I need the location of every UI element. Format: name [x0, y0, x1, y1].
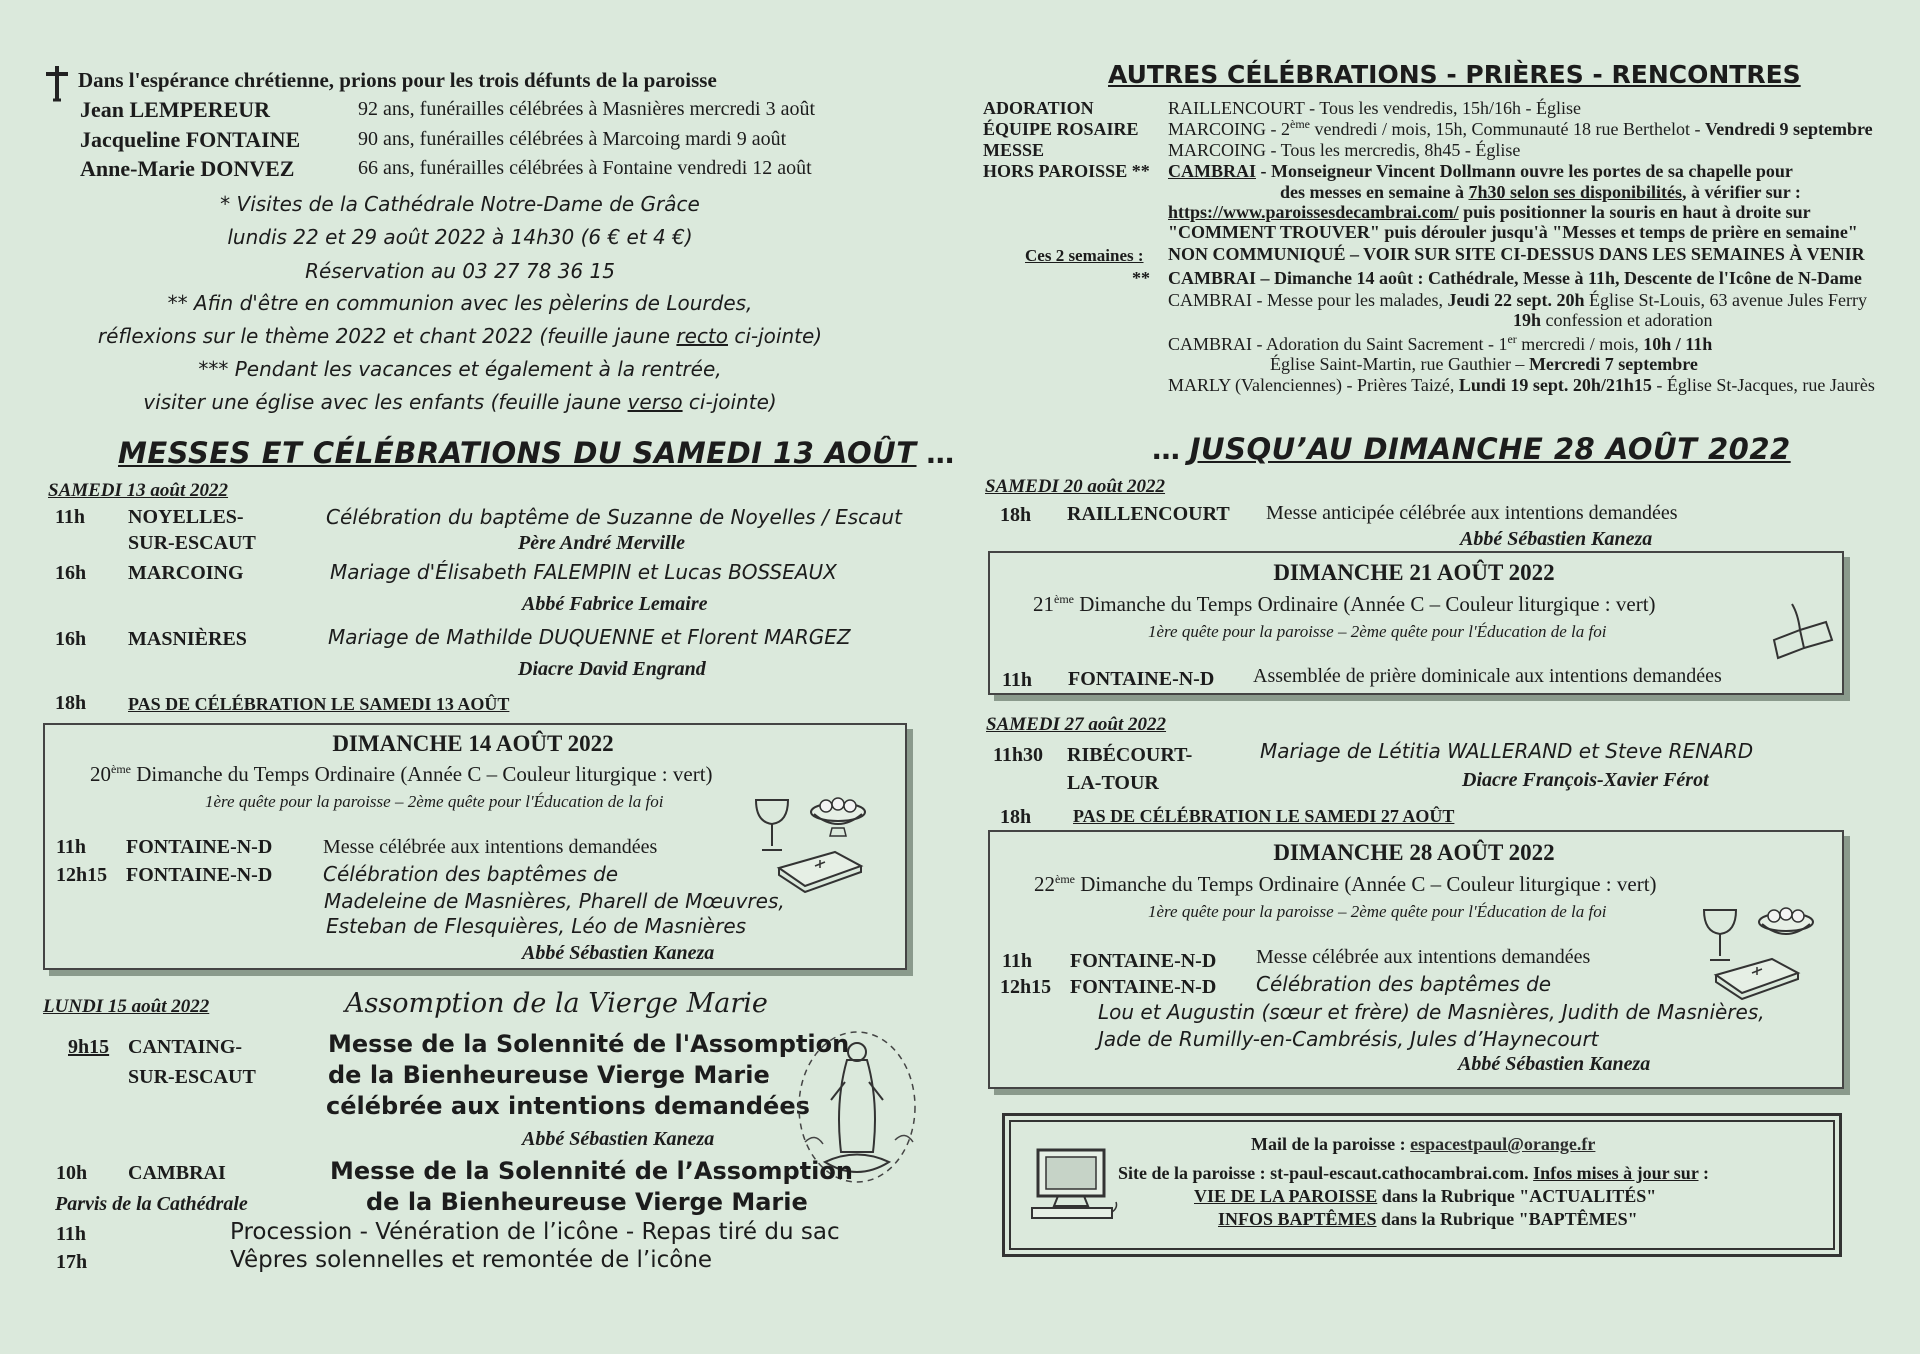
- mail-link[interactable]: espacestpaul@orange.fr: [1410, 1134, 1596, 1154]
- sat13-header: SAMEDI 13 août 2022: [48, 480, 229, 501]
- mon15-line-3: célébrée aux intentions demandées: [326, 1092, 810, 1120]
- sat27-place: RIBÉCOURT-: [1067, 744, 1193, 766]
- sunday14-bapt-2: Esteban de Flesquières, Léo de Masnières: [326, 914, 747, 938]
- bapt-link[interactable]: INFOS BAPTÊMES: [1218, 1209, 1377, 1229]
- autres-label-3: MESSE: [983, 140, 1045, 160]
- sat13-place-3: MASNIÈRES: [128, 628, 247, 650]
- sunday14-title: DIMANCHE 14 AOÛT 2022: [332, 731, 614, 756]
- mon15-desc-3: Procession - Vénération de l’icône - Repas tiré du sac: [230, 1219, 840, 1245]
- sat20-desc: Messe anticipée célébrée aux intentions demandées: [1266, 502, 1678, 524]
- sat13-celebrant-2: Abbé Fabrice Lemaire: [522, 593, 708, 615]
- hors-line-3[interactable]: https://www.paroissesdecambrai.com/ puis positionner la souris en haut à droite sur: [1168, 202, 1811, 222]
- sat13-desc-2: Mariage d'Élisabeth FALEMPIN et Lucas BOSSEAUX: [330, 560, 837, 584]
- sunday21-quete: 1ère quête pour la paroisse – 2ème quête pour l'Éducation de la foi: [1148, 622, 1607, 641]
- sat27-time: 11h30: [993, 744, 1044, 766]
- sat13-celebrant-1: Père André Merville: [518, 532, 686, 554]
- mon15-time-1: 9h15: [68, 1036, 110, 1058]
- sat13-time-2: 16h: [55, 562, 87, 584]
- hors-line-2: des messes en semaine à 7h30 selon ses disponibilités, à vérifier sur :: [1280, 182, 1801, 202]
- section-title-left: MESSES ET CÉLÉBRATIONS DU SAMEDI 13 AOÛT …: [118, 436, 955, 470]
- paroisses-link[interactable]: https://www.paroissesdecambrai.com/: [1168, 202, 1459, 222]
- book-icon-2: [1712, 955, 1802, 1000]
- deceased-name-2: Jacqueline FONTAINE: [80, 127, 301, 152]
- mon15-header: LUNDI 15 août 2022: [43, 996, 210, 1017]
- autres-label-4: HORS PAROISSE **: [983, 161, 1150, 181]
- sat27-time-2: 18h: [1000, 806, 1032, 828]
- hors-line-4: "COMMENT TROUVER" puis dérouler jusqu'à "Messes et temps de prière en semaine": [1168, 222, 1858, 242]
- autres-label-2: ÉQUIPE ROSAIRE: [983, 119, 1139, 139]
- sunday28-bapt-1: Lou et Augustin (sœur et frère) de Masnières, Judith de Masnières,: [1098, 1000, 1765, 1024]
- mon15-place-1b: SUR-ESCAUT: [128, 1066, 256, 1088]
- sunday14-time-2: 12h15: [56, 864, 108, 886]
- sat13-place-1: NOYELLES-: [128, 506, 244, 528]
- deceased-name-1: Jean LEMPEREUR: [80, 97, 271, 122]
- deceased-detail-1: 92 ans, funérailles célébrées à Masnières mercredi 3 août: [358, 98, 816, 120]
- sunday28-place-1: FONTAINE-N-D: [1070, 950, 1217, 972]
- sat13-celebrant-3: Diacre David Engrand: [518, 658, 706, 680]
- sat20-header: SAMEDI 20 août 2022: [985, 476, 1166, 497]
- sunday28-celebrant: Abbé Sébastien Kaneza: [1458, 1053, 1651, 1075]
- mon15-time-4: 17h: [56, 1251, 88, 1273]
- sunday14-quete: 1ère quête pour la paroisse – 2ème quête pour l'Éducation de la foi: [205, 792, 664, 811]
- mon15-feast: Assomption de la Vierge Marie: [345, 988, 768, 1019]
- mon15-place-2: CAMBRAI: [128, 1162, 226, 1184]
- sunday28-place-2: FONTAINE-N-D: [1070, 976, 1217, 998]
- sat27-place-b: LA-TOUR: [1067, 772, 1159, 794]
- mon15-line-1: Messe de la Solennité de l'Assomption: [328, 1030, 850, 1058]
- sunday21-subtitle: 21ème Dimanche du Temps Ordinaire (Année C – Couleur liturgique : vert): [1033, 592, 1656, 616]
- sat13-no-celebration: PAS DE CÉLÉBRATION LE SAMEDI 13 AOÛT: [128, 694, 510, 714]
- cambrai-1: CAMBRAI – Dimanche 14 août : Cathédrale, Messe à 11h, Descente de l'Icône de N-Dame: [1168, 268, 1862, 288]
- note-reservation: Réservation au 03 27 78 36 15: [305, 259, 615, 283]
- cambrai-3: CAMBRAI - Adoration du Saint Sacrement - 1er mercredi / mois, 10h / 11h: [1168, 332, 1713, 354]
- contact-mail: Mail de la paroisse : espacestpaul@orange.fr: [1251, 1134, 1596, 1154]
- autres-text-1: RAILLENCOURT - Tous les vendredis, 15h/16h - Église: [1168, 98, 1581, 118]
- computer-icon: [1030, 1146, 1120, 1226]
- mon15-celebrant: Abbé Sébastien Kaneza: [522, 1128, 715, 1150]
- star-label: **: [1132, 268, 1150, 288]
- sat13-place-2: MARCOING: [128, 562, 244, 584]
- sat13-desc-3: Mariage de Mathilde DUQUENNE et Florent MARGEZ: [328, 625, 851, 649]
- sunday28-title: DIMANCHE 28 AOÛT 2022: [1273, 840, 1555, 865]
- sat27-header: SAMEDI 27 août 2022: [986, 714, 1167, 735]
- ces-text: NON COMMUNIQUÉ – VOIR SUR SITE CI-DESSUS DANS LES SEMAINES À VENIR: [1168, 244, 1865, 264]
- sat27-no-celebration: PAS DE CÉLÉBRATION LE SAMEDI 27 AOÛT: [1073, 806, 1455, 826]
- sat13-desc-1: Célébration du baptême de Suzanne de Noyelles / Escaut: [326, 505, 902, 529]
- sat13-place-1b: SUR-ESCAUT: [128, 532, 256, 554]
- sunday14-time-1: 11h: [56, 836, 87, 858]
- sat27-desc: Mariage de Létitia WALLERAND et Steve RENARD: [1260, 739, 1754, 763]
- sat13-time-4: 18h: [55, 692, 87, 714]
- deceased-intro: Dans l'espérance chrétienne, prions pour les trois défunts de la paroisse: [78, 68, 717, 92]
- mon15-line-5: de la Bienheureuse Vierge Marie: [366, 1188, 808, 1216]
- sunday21-time: 11h: [1002, 669, 1033, 691]
- autres-label-1: ADORATION: [983, 98, 1094, 118]
- sunday28-desc-1: Messe célébrée aux intentions demandées: [1256, 946, 1591, 968]
- cambrai-3b: Église Saint-Martin, rue Gauthier – Mercredi 7 septembre: [1270, 354, 1698, 374]
- sunday28-quete: 1ère quête pour la paroisse – 2ème quête pour l'Éducation de la foi: [1148, 902, 1607, 921]
- sunday14-subtitle: 20ème Dimanche du Temps Ordinaire (Année C – Couleur liturgique : vert): [90, 762, 713, 786]
- sunday14-desc-1: Messe célébrée aux intentions demandées: [323, 836, 658, 858]
- sunday21-desc: Assemblée de prière dominicale aux intentions demandées: [1253, 665, 1722, 687]
- section-title-right: … JUSQU’AU DIMANCHE 28 AOÛT 2022: [1152, 432, 1791, 466]
- sunday28-desc-2: Célébration des baptêmes de: [1256, 972, 1552, 996]
- mon15-place-2b: Parvis de la Cathédrale: [55, 1193, 248, 1215]
- sunday21-place: FONTAINE-N-D: [1068, 668, 1215, 690]
- sat13-time-3: 16h: [55, 628, 87, 650]
- sat20-celebrant: Abbé Sébastien Kaneza: [1460, 528, 1653, 550]
- book-icon: [775, 848, 865, 893]
- contact-bapt: INFOS BAPTÊMES dans la Rubrique "BAPTÊMES": [1218, 1209, 1638, 1229]
- sat20-place: RAILLENCOURT: [1067, 503, 1230, 525]
- vie-link[interactable]: VIE DE LA PAROISSE: [1194, 1186, 1378, 1206]
- mon15-place-1: CANTAING-: [128, 1036, 243, 1058]
- note-lourdes-2: réflexions sur le thème 2022 et chant 2022 (feuille jaune recto ci-jointe): [97, 324, 823, 348]
- deceased-detail-3: 66 ans, funérailles célébrées à Fontaine vendredi 12 août: [358, 157, 812, 179]
- sunday21-title: DIMANCHE 21 AOÛT 2022: [1273, 560, 1555, 585]
- contact-vie: VIE DE LA PAROISSE dans la Rubrique "ACTUALITÉS": [1194, 1186, 1657, 1206]
- cross-icon: [40, 64, 74, 102]
- note-lourdes: ** Afin d'être en communion avec les pèlerins de Lourdes,: [167, 291, 753, 315]
- mon15-line-4: Messe de la Solennité de l’Assomption: [330, 1157, 853, 1185]
- sunday28-bapt-2: Jade de Rumilly-en-Cambrésis, Jules d’Haynecourt: [1098, 1027, 1599, 1051]
- contact-site: Site de la paroisse : st-paul-escaut.cathocambrai.com. Infos mises à jour sur :: [1118, 1163, 1709, 1183]
- sunday14-bapt-1: Madeleine de Masnières, Pharell de Mœuvres,: [324, 889, 785, 913]
- autres-text-4: CAMBRAI - Monseigneur Vincent Dollmann ouvre les portes de sa chapelle pour: [1168, 161, 1793, 181]
- sunday14-desc-2: Célébration des baptêmes de: [323, 862, 619, 886]
- note-visits: * Visites de la Cathédrale Notre-Dame de Grâce: [220, 192, 700, 216]
- mon15-line-2: de la Bienheureuse Vierge Marie: [328, 1061, 770, 1089]
- sunday28-time-1: 11h: [1002, 950, 1033, 972]
- sunday28-time-2: 12h15: [1000, 976, 1052, 998]
- ces-label: Ces 2 semaines :: [1025, 246, 1144, 265]
- sat20-time: 18h: [1000, 504, 1032, 526]
- mon15-time-3: 11h: [56, 1223, 87, 1245]
- note-visit-church: visiter une église avec les enfants (feuille jaune verso ci-jointe): [143, 390, 777, 414]
- autres-title: AUTRES CÉLÉBRATIONS - PRIÈRES - RENCONTRES: [1108, 60, 1801, 89]
- cambrai-2: CAMBRAI - Messe pour les malades, Jeudi 22 sept. 20h Église St-Louis, 63 avenue Jules Ferry: [1168, 290, 1867, 310]
- cambrai-2b: 19h confession et adoration: [1513, 310, 1713, 330]
- sat13-time-1: 11h: [55, 506, 86, 528]
- marly: MARLY (Valenciennes) - Prières Taizé, Lundi 19 sept. 20h/21h15 - Église St-Jacques, rue Jaurès: [1168, 375, 1875, 395]
- autres-text-3: MARCOING - Tous les mercredis, 8h45 - Église: [1168, 140, 1521, 160]
- mon15-time-2: 10h: [56, 1162, 88, 1184]
- deceased-name-3: Anne-Marie DONVEZ: [80, 156, 295, 181]
- sat27-celebrant: Diacre François-Xavier Férot: [1462, 769, 1709, 791]
- sunday14-place-1: FONTAINE-N-D: [126, 836, 273, 858]
- sunday28-subtitle: 22ème Dimanche du Temps Ordinaire (Année C – Couleur liturgique : vert): [1034, 872, 1657, 896]
- autres-text-2: MARCOING - 2ème vendredi / mois, 15h, Communauté 18 rue Berthelot - Vendredi 9 septembre: [1168, 117, 1873, 139]
- note-visit-dates: lundis 22 et 29 août 2022 à 14h30 (6 € et 4 €): [227, 225, 693, 249]
- open-book-icon: [1770, 600, 1838, 660]
- sunday14-place-2: FONTAINE-N-D: [126, 864, 273, 886]
- sunday14-celebrant: Abbé Sébastien Kaneza: [522, 942, 715, 964]
- mon15-desc-4: Vêpres solennelles et remontée de l’icône: [230, 1247, 713, 1273]
- deceased-detail-2: 90 ans, funérailles célébrées à Marcoing mardi 9 août: [358, 128, 787, 150]
- note-holidays: *** Pendant les vacances et également à la rentrée,: [198, 357, 722, 381]
